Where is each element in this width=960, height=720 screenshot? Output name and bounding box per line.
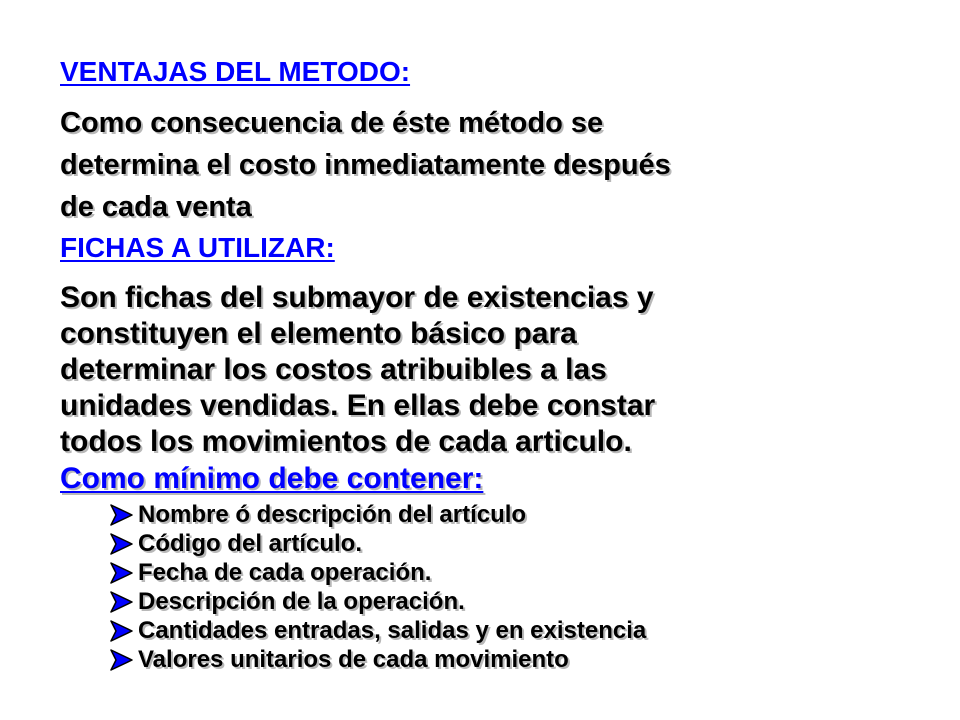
- list-item-label: Fecha de cada operación.: [138, 559, 432, 586]
- paragraph-line: unidades vendidas. En ellas debe constar: [60, 389, 656, 422]
- list-item: [108, 645, 646, 674]
- paragraph-line: todos los movimientos de cada articulo.: [60, 425, 632, 458]
- list-item: [108, 500, 646, 529]
- paragraph-ventajas: [60, 102, 671, 228]
- paragraph-line: determinar los costos atribuibles a las: [60, 353, 607, 386]
- list-item-label: Valores unitarios de cada movimiento: [138, 646, 569, 673]
- arrow-bullet-icon: [108, 560, 134, 586]
- list-item: [108, 587, 646, 616]
- list-item-label: Descripción de la operación.: [138, 588, 465, 615]
- list-item-label: Nombre ó descripción del artículo: [138, 501, 527, 528]
- paragraph-line: constituyen el elemento básico para: [60, 317, 577, 350]
- arrow-bullet-icon: [108, 589, 134, 615]
- paragraph-line: Como consecuencia de éste método se: [60, 107, 604, 139]
- arrow-bullet-icon: [108, 618, 134, 644]
- paragraph-fichas: [60, 280, 655, 460]
- list-item-label: Código del artículo.: [138, 530, 363, 557]
- arrow-bullet-icon: [108, 531, 134, 557]
- arrow-bullet-icon: [108, 647, 134, 673]
- list-item: [108, 558, 646, 587]
- list-item: [108, 529, 646, 558]
- list-item-label: Cantidades entradas, salidas y en existencia: [138, 617, 647, 644]
- paragraph-line: de cada venta: [60, 191, 252, 223]
- paragraph-line: Son fichas del submayor de existencias y: [60, 281, 654, 314]
- paragraph-line: determina el costo inmediatamente después: [60, 149, 671, 181]
- heading-minimo: Como mínimo debe contener:: [60, 462, 484, 495]
- arrow-bullet-icon: [108, 502, 134, 528]
- heading-fichas: FICHAS A UTILIZAR:: [60, 232, 335, 263]
- heading-ventajas: VENTAJAS DEL METODO:: [60, 56, 411, 87]
- requirements-list: [108, 500, 646, 674]
- list-item: [108, 616, 646, 645]
